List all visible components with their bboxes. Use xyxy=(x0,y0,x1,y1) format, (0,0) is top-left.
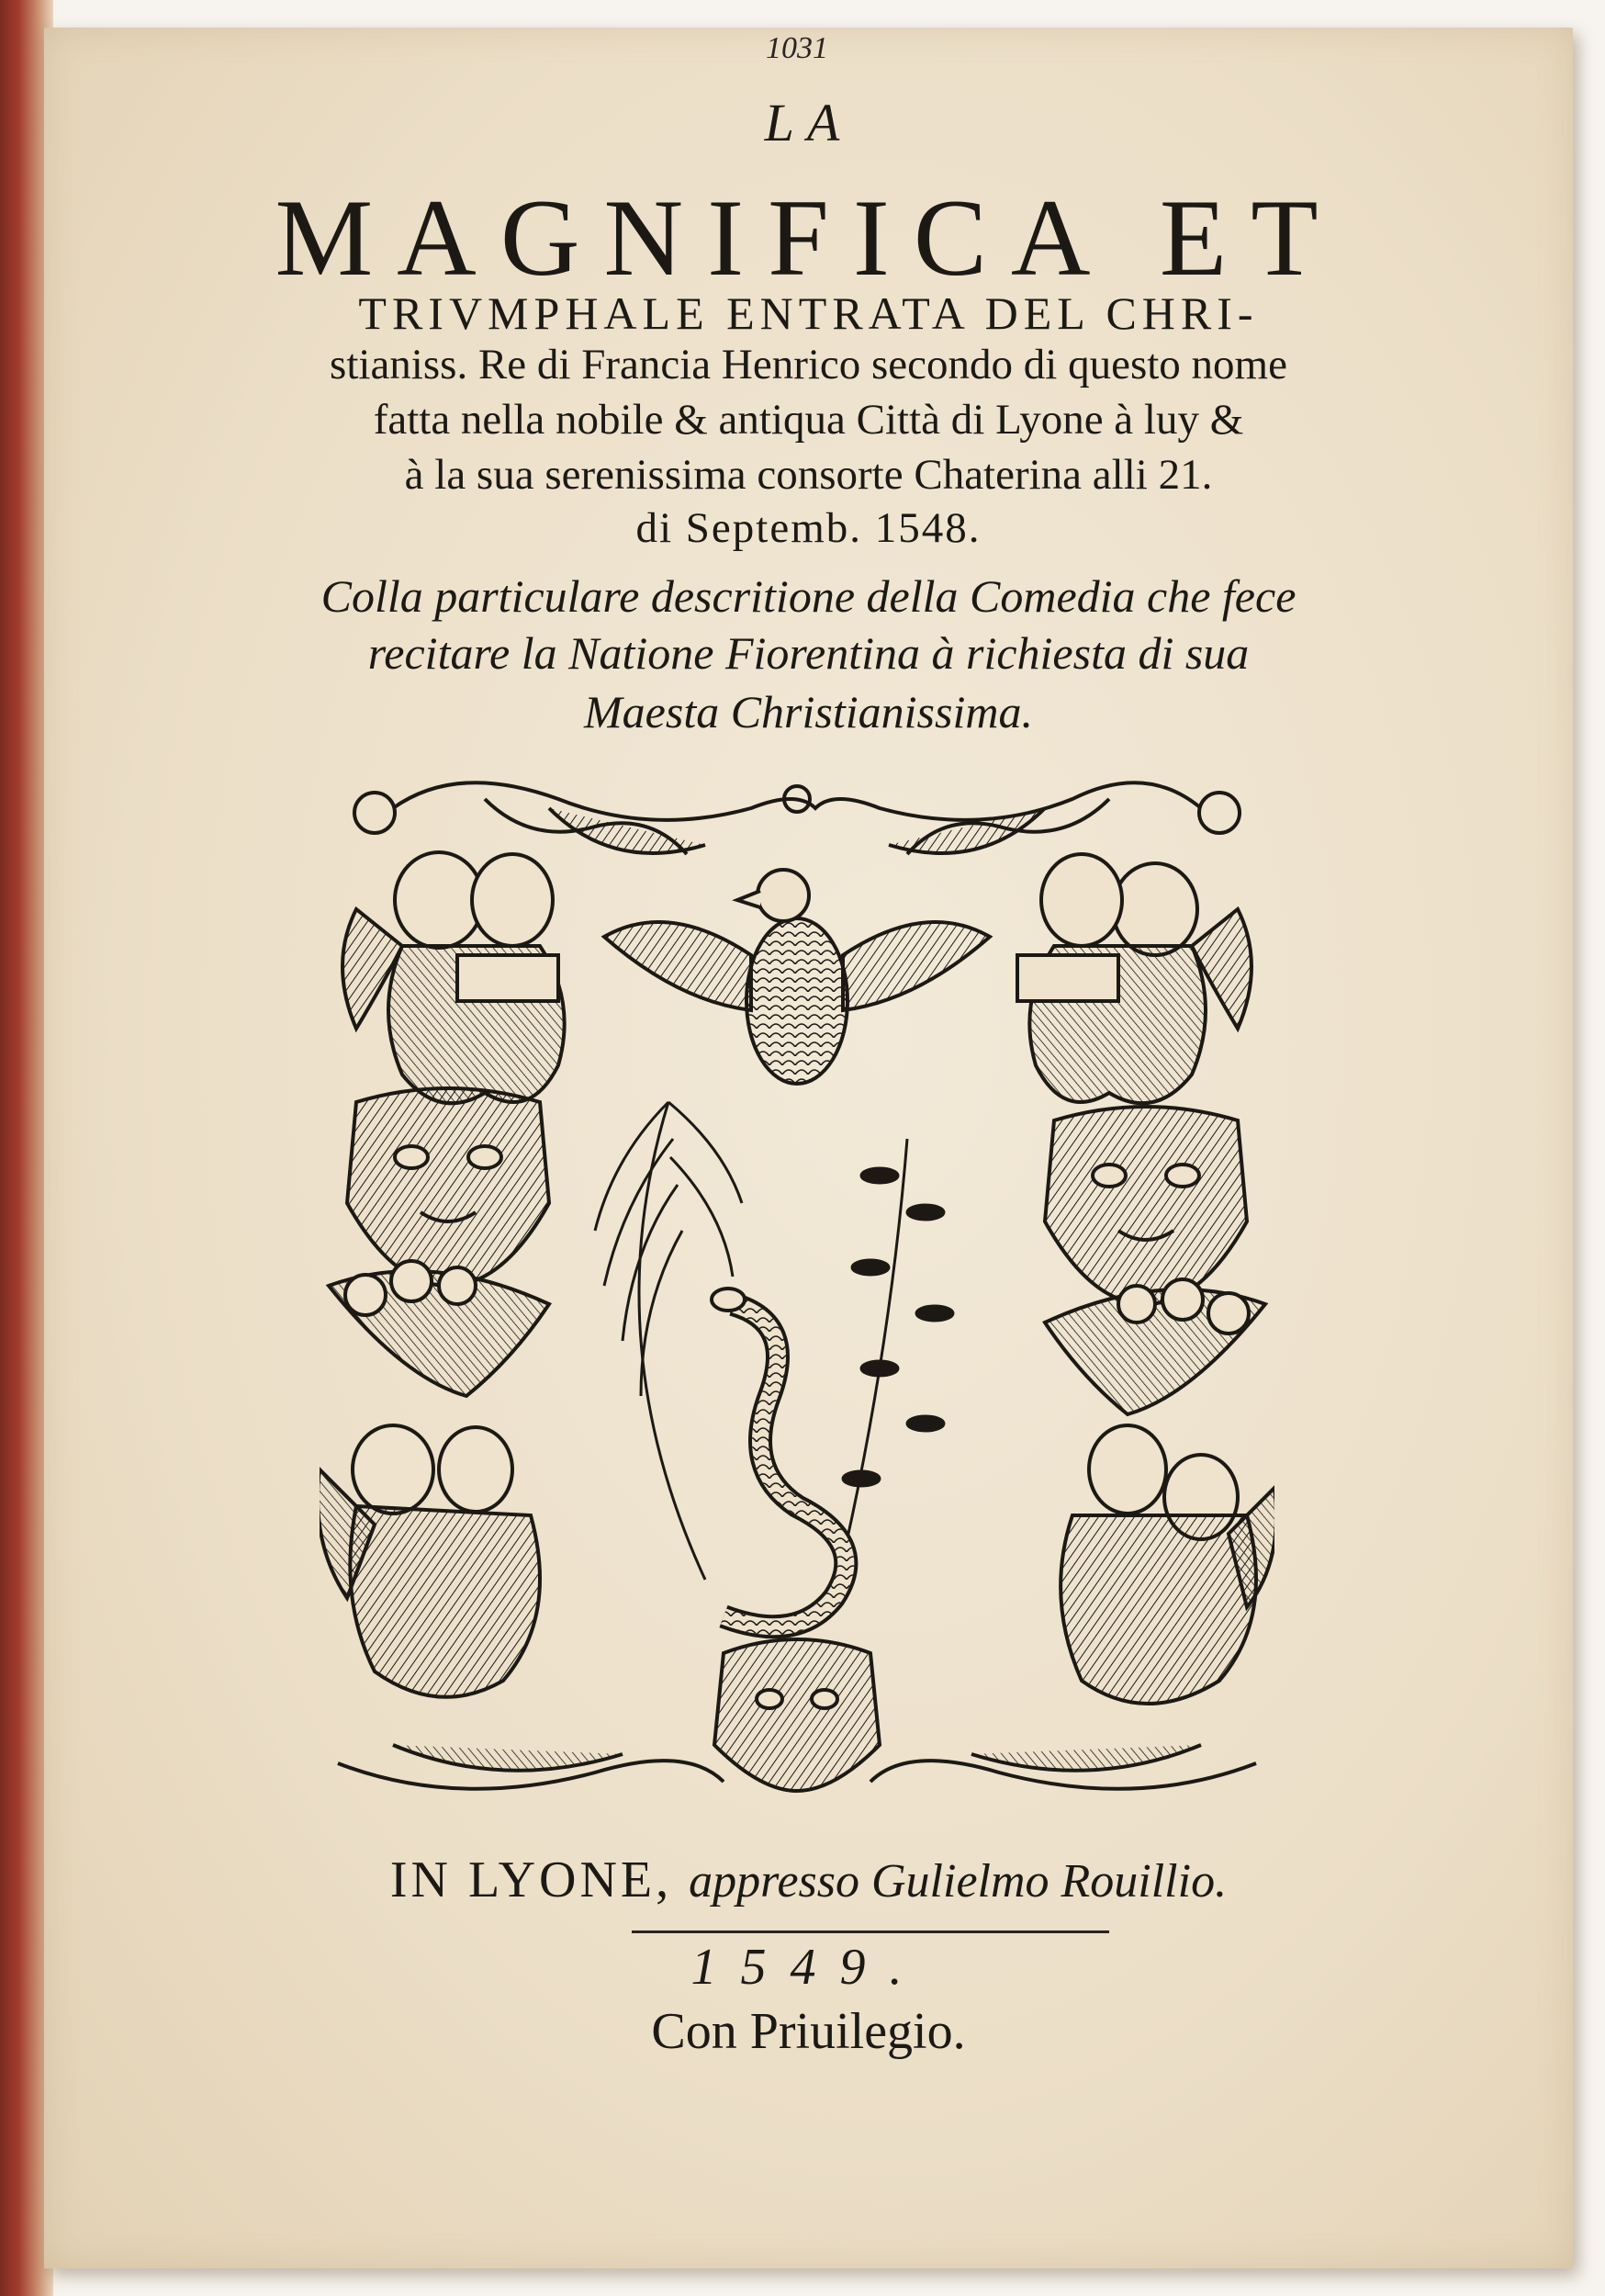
grotesque-mask-left xyxy=(347,1088,549,1286)
eagle xyxy=(604,870,990,1084)
cornucopia-left xyxy=(329,1261,549,1396)
serpent xyxy=(712,1289,846,1626)
grotesque-mask-bottom xyxy=(714,1639,880,1791)
title-line-1: stianiss. Re di Francia Henrico secondo di questo nome xyxy=(330,341,1287,388)
italic-line-3: Maesta Christianissima. xyxy=(584,686,1033,737)
grotesque-mask-right xyxy=(1045,1107,1247,1304)
imprint-line xyxy=(44,1851,1573,1909)
title-line-4: di Septemb. 1548. xyxy=(635,504,982,552)
imprint-year: 1549. xyxy=(690,1939,926,1996)
title-line-2: fatta nella nobile & antiqua Città di Lyone à luy & xyxy=(373,396,1244,444)
title-article: LA xyxy=(764,93,853,152)
putti-right-top xyxy=(1017,854,1251,1103)
imprint-publisher: appresso Gulielmo Rouillio. xyxy=(689,1855,1228,1908)
imprint-rule xyxy=(632,1930,1109,1933)
title-line-3: à la sua serenissima consorte Chaterina alli 21. xyxy=(404,451,1213,499)
title-page xyxy=(44,28,1573,2268)
title-main: MAGNIFICA ET xyxy=(275,176,1342,298)
italic-line-2: recitare la Natione Fiorentina à richiesta di sua xyxy=(367,627,1250,679)
palm-frond xyxy=(595,1102,742,1580)
italic-line-1: Colla particulare descritione della Comedia che fece xyxy=(320,570,1296,622)
cornucopia-right xyxy=(1045,1279,1265,1414)
putti-left-top xyxy=(342,852,565,1103)
acanthus-scroll-top xyxy=(354,782,1240,854)
privilege-line: Con Priuilegio. xyxy=(651,2003,966,2060)
putti-left-bottom xyxy=(320,1425,540,1697)
imprint-place: IN LYONE, xyxy=(389,1851,673,1908)
putti-right-bottom xyxy=(1061,1425,1274,1704)
title-subheading: TRIVMPHALE ENTRATA DEL CHRI- xyxy=(358,287,1259,339)
olive-branch xyxy=(834,1139,953,1598)
manuscript-note: 1031 xyxy=(766,31,828,65)
woodcut-illustration xyxy=(320,771,1274,1846)
